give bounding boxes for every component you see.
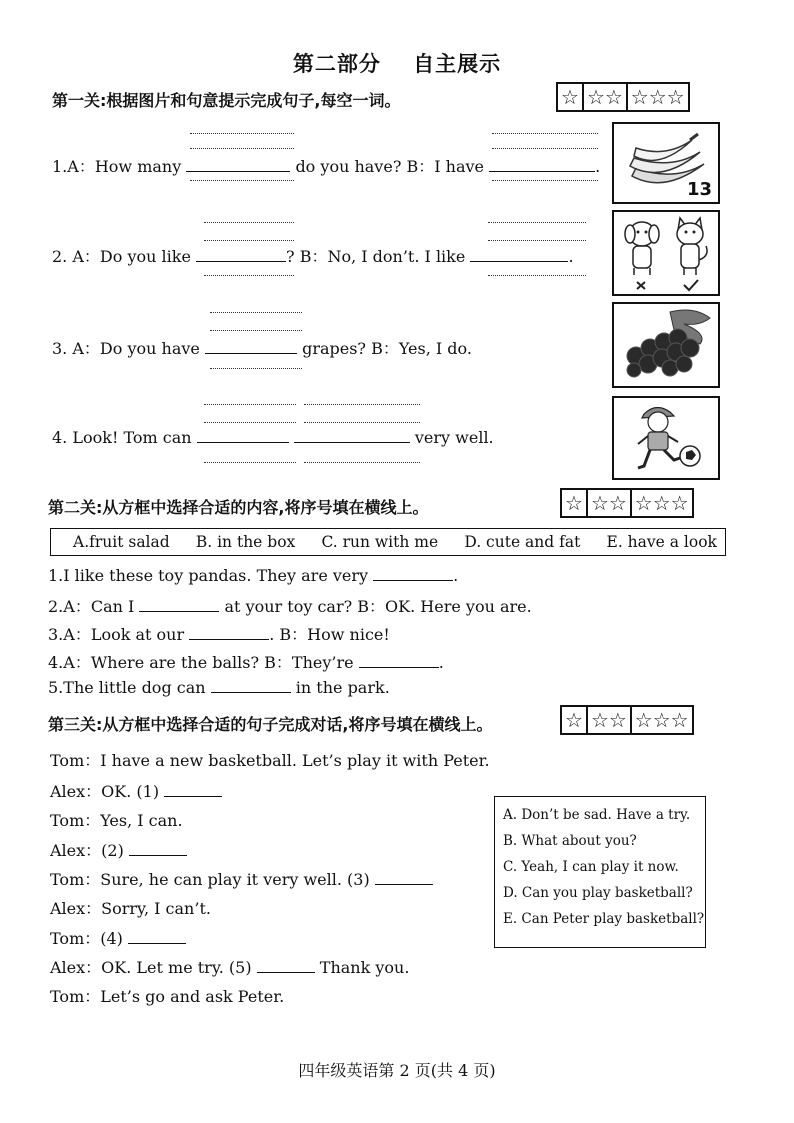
fill-item-5: 5.The little dog can in the park. <box>48 678 390 697</box>
option-d: D. cute and fat <box>464 533 581 551</box>
hint-dots <box>204 462 296 463</box>
section2-heading: 第二关:从方框中选择合适的内容,将序号填在横线上。 <box>48 498 429 517</box>
hint-dots <box>304 462 420 463</box>
dialogue-line: Tom：(4) <box>50 926 186 949</box>
grapes-icon <box>614 304 718 386</box>
answer-blank[interactable] <box>197 428 289 443</box>
star-2-icon: ☆☆ <box>588 707 632 733</box>
page-footer: 四年级英语第 2 页(共 4 页) <box>298 1061 496 1080</box>
dialogue-line: Tom：I have a new basketball. Let’s play it with Peter. <box>50 751 490 770</box>
answer-blank[interactable] <box>359 653 439 668</box>
sentence-option-b: B. What about you? <box>503 833 637 849</box>
boy-playing-football-icon <box>614 398 718 478</box>
answer-blank[interactable] <box>257 958 315 973</box>
star-1-icon: ☆ <box>562 707 588 733</box>
hint-dots <box>488 240 586 241</box>
section2-star-rating <box>560 488 694 518</box>
answer-blank[interactable] <box>129 841 187 856</box>
grapes-picture <box>612 302 720 388</box>
star-1-icon: ☆ <box>558 84 584 110</box>
hint-dots <box>204 222 294 223</box>
answer-blank[interactable] <box>205 339 297 354</box>
question-1: 1.A：How many do you have? B：I have . <box>52 157 601 176</box>
star-2-icon: ☆☆ <box>584 84 628 110</box>
section3-star-rating <box>560 705 694 735</box>
answer-blank[interactable] <box>189 625 269 640</box>
dog-cat-picture <box>612 210 720 296</box>
answer-blank[interactable] <box>294 428 410 443</box>
hint-dots <box>204 240 294 241</box>
dialogue-line: Tom：Yes, I can. <box>50 811 183 830</box>
hint-dots <box>488 222 586 223</box>
sentence-option-c: C. Yeah, I can play it now. <box>503 859 679 875</box>
section1-heading: 第一关:根据图片和句意提示完成句子,每空一词。 <box>52 91 401 110</box>
answer-blank[interactable] <box>186 157 290 172</box>
sentence-options-box <box>494 796 706 948</box>
option-a: A.fruit salad <box>73 533 170 551</box>
page-title <box>0 48 794 78</box>
hint-dots <box>204 275 294 276</box>
answer-blank[interactable] <box>196 247 286 262</box>
section1-star-rating <box>556 82 690 112</box>
star-1-icon: ☆ <box>562 490 588 516</box>
answer-blank[interactable] <box>139 597 219 612</box>
fill-item-1: 1.I like these toy pandas. They are very . <box>48 566 459 585</box>
answer-blank[interactable] <box>211 678 291 693</box>
word-bank-box <box>50 528 726 556</box>
answer-blank[interactable] <box>373 566 453 581</box>
dog-and-cat-icon <box>614 212 718 294</box>
hint-dots <box>492 133 598 134</box>
dialogue-line: Alex：Sorry, I can’t. <box>50 899 211 918</box>
hint-dots <box>204 404 296 405</box>
hint-dots <box>204 422 296 423</box>
part-label: 第二部分 <box>292 51 381 76</box>
question-4: 4. Look! Tom can very well. <box>52 428 494 447</box>
hint-dots <box>304 422 420 423</box>
hint-dots <box>190 133 294 134</box>
hint-dots <box>488 275 586 276</box>
question-3: 3. A：Do you have grapes? B：Yes, I do. <box>52 339 472 358</box>
boy-football-picture <box>612 396 720 480</box>
dialogue-line: Alex：OK. Let me try. (5) Thank you. <box>50 958 410 977</box>
sentence-option-d: D. Can you play basketball? <box>503 885 693 901</box>
fill-item-2: 2.A：Can I at your toy car? B：OK. Here you are. <box>48 597 532 616</box>
dialogue-line: Tom：Let’s go and ask Peter. <box>50 987 285 1006</box>
sentence-option-e: E. Can Peter play basketball? <box>503 911 705 927</box>
star-3-icon: ☆☆☆ <box>634 708 689 732</box>
hint-dots <box>210 368 302 369</box>
answer-blank[interactable] <box>489 157 595 172</box>
section3-heading: 第三关:从方框中选择合适的句子完成对话,将序号填在横线上。 <box>48 715 493 734</box>
answer-blank[interactable] <box>164 782 222 797</box>
dialogue-line: Tom：Sure, he can play it very well. (3) <box>50 867 433 890</box>
answer-blank[interactable] <box>375 870 433 885</box>
hint-dots <box>190 180 294 181</box>
hint-dots <box>304 404 420 405</box>
star-3-icon: ☆☆☆ <box>630 85 685 109</box>
answer-blank[interactable] <box>470 247 568 262</box>
option-e: E. have a look <box>606 533 717 551</box>
hint-dots <box>190 148 294 149</box>
dialogue-line: Alex：OK. (1) <box>50 779 222 802</box>
option-c: C. run with me <box>321 533 439 551</box>
hint-dots <box>492 180 598 181</box>
fill-item-3: 3.A：Look at our . B：How nice! <box>48 625 390 644</box>
hint-dots <box>210 312 302 313</box>
fill-item-4: 4.A：Where are the balls? B：They’re . <box>48 653 444 672</box>
bananas-picture <box>612 122 720 204</box>
part-name: 自主展示 <box>413 51 502 76</box>
hint-dots <box>210 330 302 331</box>
answer-blank[interactable] <box>128 929 186 944</box>
question-2: 2. A：Do you like ? B：No, I don’t. I like . <box>52 247 574 266</box>
option-b: B. in the box <box>195 533 296 551</box>
banana-count: 13 <box>686 179 712 200</box>
star-3-icon: ☆☆☆ <box>634 491 689 515</box>
dialogue-line: Alex：(2) <box>50 838 187 861</box>
sentence-option-a: A. Don’t be sad. Have a try. <box>503 807 691 823</box>
hint-dots <box>492 148 598 149</box>
star-2-icon: ☆☆ <box>588 490 632 516</box>
